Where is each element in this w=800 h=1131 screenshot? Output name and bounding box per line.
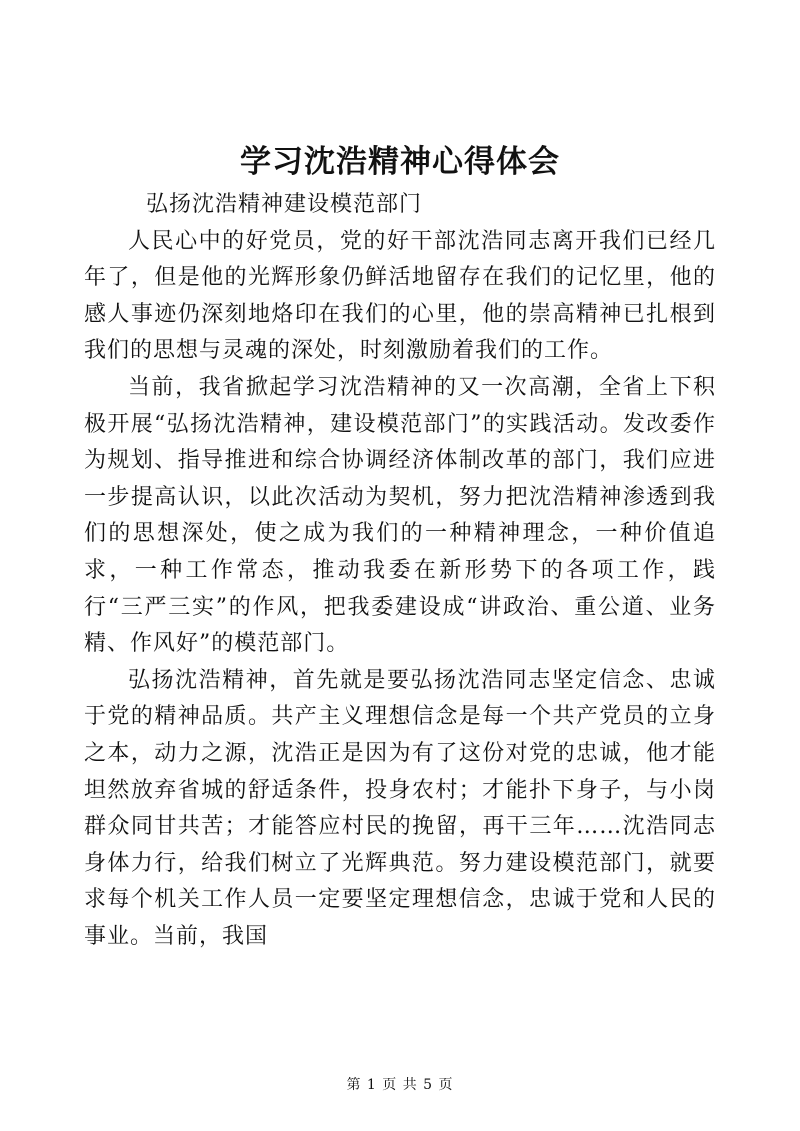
- paragraph-1: 人民心中的好党员，党的好干部沈浩同志离开我们已经几年了，但是他的光辉形象仍鲜活地留存在我们的记忆里，他的感人事迹仍深刻地烙印在我们的心里，他的崇高精神已扎根到我们的思想与灵魂的深处，时刻激励着我们的工作。: [84, 228, 716, 364]
- paragraph-3: 弘扬沈浩精神，首先就是要弘扬沈浩同志坚定信念、忠诚于党的精神品质。共产主义理想信念是每一个共产党员的立身之本，动力之源，沈浩正是因为有了这份对党的忠诚，他才能坦然放弃省城的舒适条件，投身农村；才能扑下身子，与小岗群众同甘共苦；才能答应村民的挽留，再干三年……沈浩同志身体力行，给我们树立了光辉典范。努力建设模范部门，就要求每个机关工作人员一定要坚定理想信念，忠诚于党和人民的事业。当前，我国: [84, 667, 716, 949]
- page-number-footer: 第 1 页 共 5 页: [346, 1077, 454, 1093]
- document-subtitle: 弘扬沈浩精神建设模范部门: [146, 192, 423, 217]
- paragraph-2: 当前，我省掀起学习沈浩精神的又一次高潮，全省上下积极开展“弘扬沈浩精神，建设模范部门”的实践活动。发改委作为规划、指导推进和综合协调经济体制改革的部门，我们应进一步提高认识，以此次活动为契机，努力把沈浩精神渗透到我们的思想深处，使之成为我们的一种精神理念，一种价值追求，一种工作常态，推动我委在新形势下的各项工作，践行“三严三实”的作风，把我委建设成“讲政治、重公道、业务精、作风好”的模范部门。: [84, 374, 716, 657]
- document-body: [84, 187, 716, 955]
- document-title: 学习沈浩精神心得体会: [240, 144, 560, 180]
